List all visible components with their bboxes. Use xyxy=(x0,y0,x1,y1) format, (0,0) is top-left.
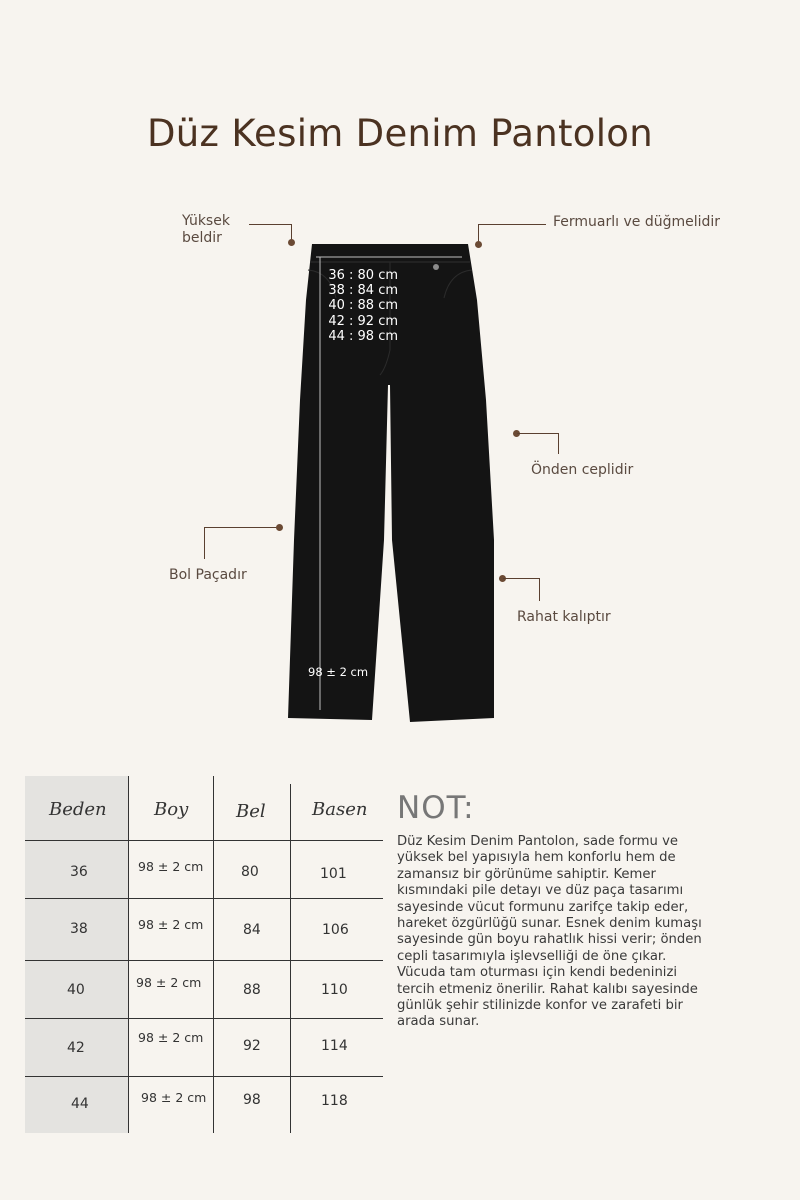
cell-boy: 98 ± 2 cm xyxy=(138,859,204,874)
annotation-high-waist xyxy=(182,213,230,247)
note-text: Düz Kesim Denim Pantolon, sade formu ve yüksek bel yapısıyla hem konforlu hem de zamansız bir görünüme sahiptir. Kemer kısmındaki pile detayı ve düz paça tasarımı sayesinde vücut formunu zarifçe takip eder, hareket özgürlüğü sunar. Esnek denim kumaşı sayesinde gün boyu rahatlık hissi verir; önden cepli tasarımıyla işlevselliği de öne çıkar. Vücuda tam oturması için kendi bedeninizi tercih etmeniz önerilir. Rahat kalıbı sayesinde günlük şehir stilinizde konfor ve zarafeti bir arada sunar. xyxy=(397,834,702,1030)
note-title: NOT: xyxy=(397,790,475,826)
cell-boy: 98 ± 2 cm xyxy=(138,1030,204,1045)
annotation-zipper: Fermuarlı ve düğmelidir xyxy=(553,214,721,230)
leader-line xyxy=(291,224,292,240)
row-divider xyxy=(25,960,383,961)
cell-beden: 36 xyxy=(70,864,88,880)
cell-boy: 98 ± 2 cm xyxy=(138,917,204,932)
leader-line xyxy=(249,224,291,225)
cell-beden: 44 xyxy=(71,1096,89,1112)
cell-bel: 80 xyxy=(241,864,259,880)
cell-basen: 118 xyxy=(321,1093,348,1109)
waist-size-38: 38 : 84 cm xyxy=(328,283,398,299)
column-divider xyxy=(128,776,129,1133)
pants-illustration xyxy=(280,240,520,730)
cell-bel: 88 xyxy=(243,982,261,998)
waist-size-44: 44 : 98 cm xyxy=(328,328,398,344)
header-boy: Boy xyxy=(154,799,189,820)
column-divider xyxy=(290,784,291,1133)
waist-size-list xyxy=(328,268,398,344)
cell-bel: 84 xyxy=(243,922,261,938)
row-divider xyxy=(25,1076,383,1077)
cell-basen: 106 xyxy=(322,922,349,938)
cell-beden: 42 xyxy=(67,1040,85,1056)
waist-size-40: 40 : 88 cm xyxy=(328,298,398,314)
leader-line xyxy=(539,578,540,601)
annotation-high-waist-line1: Yüksek xyxy=(182,213,230,229)
leader-line xyxy=(558,433,559,454)
column-divider xyxy=(213,776,214,1133)
cell-boy: 98 ± 2 cm xyxy=(136,975,202,990)
leader-line xyxy=(204,527,278,528)
header-basen: Basen xyxy=(312,799,368,820)
row-divider xyxy=(25,898,383,899)
annotation-high-waist-line2: beldir xyxy=(182,230,222,246)
waist-size-36: 36 : 80 cm xyxy=(328,268,398,283)
cell-basen: 101 xyxy=(320,866,347,882)
button-icon xyxy=(433,264,439,270)
cell-bel: 92 xyxy=(243,1038,261,1054)
annotation-wide-leg: Bol Paçadır xyxy=(169,567,247,583)
row-divider xyxy=(25,1018,383,1019)
page-title: Düz Kesim Denim Pantolon xyxy=(147,112,653,155)
leader-line xyxy=(517,433,558,434)
row-divider xyxy=(25,840,383,841)
cell-basen: 114 xyxy=(321,1038,348,1054)
annotation-pockets: Önden ceplidir xyxy=(531,462,634,478)
waist-size-42: 42 : 92 cm xyxy=(328,313,398,329)
cell-boy: 98 ± 2 cm xyxy=(141,1090,207,1105)
header-beden: Beden xyxy=(49,799,107,820)
cell-basen: 110 xyxy=(321,982,348,998)
cell-beden: 38 xyxy=(70,921,88,937)
leader-line xyxy=(478,224,546,225)
cell-beden: 40 xyxy=(67,982,85,998)
leader-line xyxy=(204,527,205,559)
cell-bel: 98 xyxy=(243,1092,261,1108)
header-bel: Bel xyxy=(236,801,266,822)
annotation-relaxed-fit: Rahat kalıptır xyxy=(517,609,611,625)
length-label: 98 ± 2 cm xyxy=(308,665,369,679)
